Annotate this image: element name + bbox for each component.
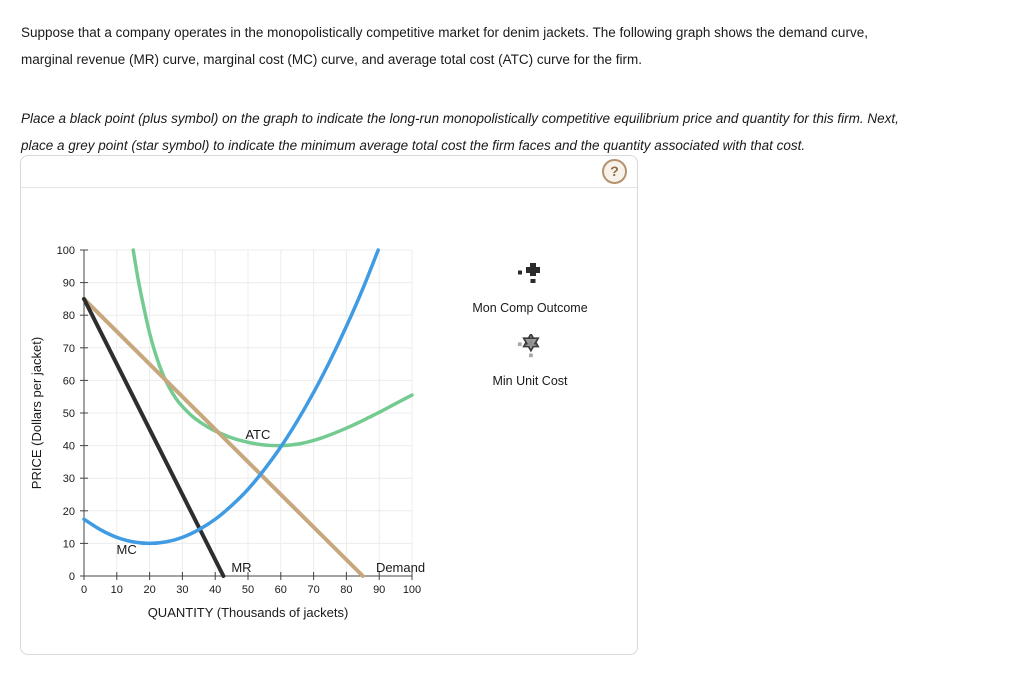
y-tick-label: 100 bbox=[56, 245, 75, 257]
instructions-line-1: Place a black point (plus symbol) on the graph to indicate the long-run monopolistically competitive equilibrium price and quantity for this firm. Next, bbox=[21, 110, 899, 126]
x-tick-label: 60 bbox=[274, 584, 287, 596]
mc-curve-label: MC bbox=[116, 541, 137, 557]
x-tick-label: 70 bbox=[307, 584, 320, 596]
question-panel bbox=[20, 155, 638, 655]
y-tick-label: 20 bbox=[62, 505, 75, 518]
palette-item-label: Mon Comp Outcome bbox=[472, 301, 588, 315]
y-tick-label: 50 bbox=[62, 408, 75, 420]
x-tick-label: 30 bbox=[176, 584, 189, 596]
mc-curve bbox=[84, 250, 378, 543]
atc-curve-label: ATC bbox=[245, 427, 271, 443]
y-tick-label: 30 bbox=[62, 473, 75, 486]
demand-curve-label: Demand bbox=[375, 560, 426, 576]
x-tick-label: 10 bbox=[110, 584, 123, 596]
y-axis-title: PRICE (Dollars per jacket) bbox=[29, 336, 44, 490]
point-palette bbox=[428, 261, 632, 388]
x-tick-label: 100 bbox=[402, 584, 422, 596]
palette-item-label: Min Unit Cost bbox=[492, 374, 568, 388]
mr-curve bbox=[84, 299, 223, 576]
mr-curve-label: MR bbox=[231, 560, 252, 576]
x-tick-label: 80 bbox=[340, 584, 353, 596]
panel-header bbox=[21, 156, 637, 188]
y-tick-label: 10 bbox=[62, 538, 75, 551]
x-axis-title: QUANTITY (Thousands of jackets) bbox=[147, 605, 349, 620]
y-tick-label: 40 bbox=[62, 440, 75, 453]
intro-line-2: marginal revenue (MR) curve, marginal cost (MC) curve, and average total cost (ATC) curve for the firm. bbox=[21, 51, 642, 67]
y-tick-label: 0 bbox=[68, 571, 75, 583]
help-icon[interactable]: ? bbox=[602, 159, 627, 184]
intro-paragraph bbox=[21, 19, 974, 73]
y-tick-label: 80 bbox=[62, 310, 75, 323]
plus-point-icon[interactable] bbox=[517, 261, 543, 287]
y-tick-label: 60 bbox=[62, 375, 75, 388]
intro-line-1: Suppose that a company operates in the monopolistically competitive market for denim jackets. The following graph shows the demand curve, bbox=[21, 24, 868, 40]
x-tick-label: 90 bbox=[373, 584, 386, 596]
y-tick-label: 90 bbox=[62, 277, 75, 290]
gridlines bbox=[84, 250, 412, 576]
axes bbox=[80, 250, 412, 580]
instructions-paragraph bbox=[21, 105, 974, 159]
x-tick-label: 50 bbox=[241, 584, 255, 596]
x-tick-label: 40 bbox=[209, 584, 222, 596]
instructions-line-2: place a grey point (star symbol) to indicate the minimum average total cost the firm faces and the quantity associated with that cost. bbox=[21, 137, 806, 153]
x-tick-label: 20 bbox=[143, 584, 156, 596]
star-point-icon[interactable] bbox=[517, 334, 543, 360]
chart-plot-area[interactable] bbox=[28, 241, 448, 639]
x-tick-label: 0 bbox=[80, 584, 88, 596]
y-tick-label: 70 bbox=[62, 342, 75, 355]
